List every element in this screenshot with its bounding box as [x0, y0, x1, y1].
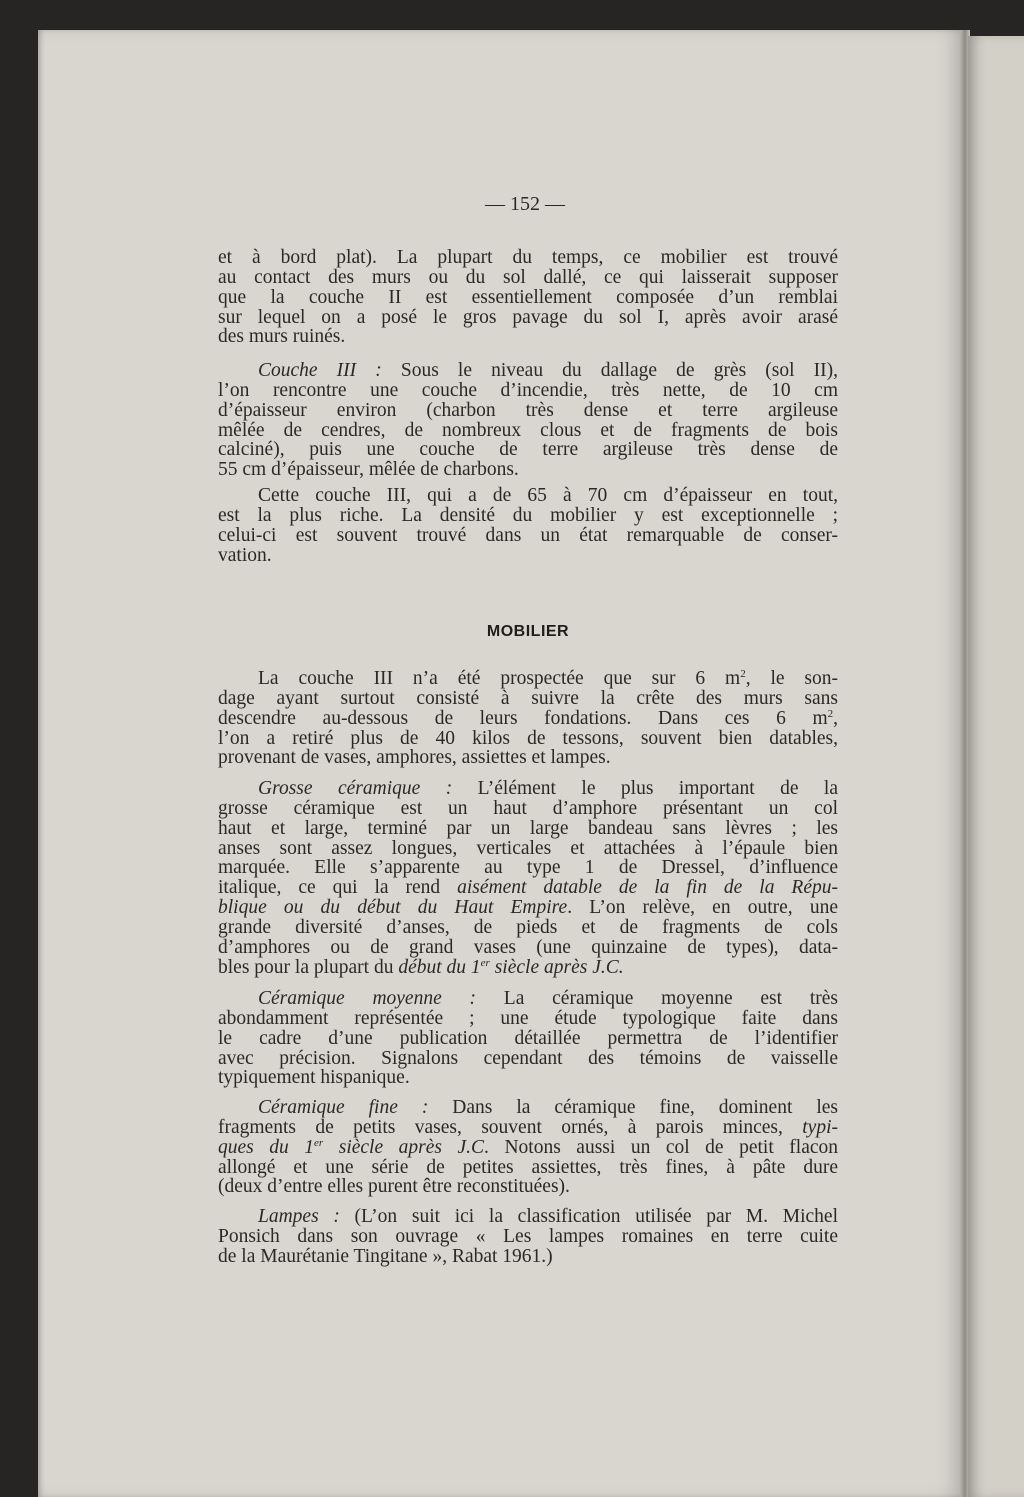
text-line [218, 1009, 838, 1029]
paragraph [218, 779, 838, 977]
text-run: fragments de petits vases, souvent ornés, à parois minces, [218, 1116, 803, 1138]
text-run: grande diversité d’anses, de pieds et de fragments de cols [218, 916, 838, 938]
text-run: avec précision. Signalons cependant des témoins de vaisselle [218, 1047, 838, 1069]
text-line [218, 1177, 838, 1197]
text-line [218, 361, 838, 381]
text-line [218, 819, 838, 839]
text-run: anses sont assez longues, verticales et attachées à l’épaule bien [218, 837, 838, 859]
text-run: Dans la céramique fine, dominent les [428, 1097, 838, 1118]
text-run: . L’on relève, en outre, une [567, 897, 838, 919]
text-line [218, 546, 838, 566]
text-line [218, 748, 838, 768]
text-run: La couche III n’a été prospectée que sur 6 m [258, 668, 741, 689]
italic-text: typi- [802, 1116, 838, 1138]
text-line [218, 248, 838, 268]
text-line [218, 506, 838, 526]
text-line [218, 989, 838, 1009]
superscript: 2 [740, 668, 746, 680]
text-line [218, 958, 838, 978]
italic-text: Céramique moyenne : [258, 988, 477, 1009]
superscript: 2 [827, 707, 834, 720]
text-line [218, 858, 838, 878]
facing-page-edge [968, 36, 1024, 1497]
paragraph [218, 1207, 838, 1267]
text-line [218, 268, 838, 288]
text-run: vation. [218, 544, 272, 566]
text-run: provenant de vases, amphores, assiettes et lampes. [218, 747, 611, 769]
text-run: Sous le niveau du dallage de grès (sol II), [381, 360, 838, 381]
text-line [218, 327, 838, 347]
text-line [218, 526, 838, 546]
superscript: er [314, 1136, 324, 1149]
text-run: (L’on suit ici la classification utilisée par M. Michel [339, 1206, 838, 1227]
text-run: des murs ruinés. [218, 326, 346, 348]
text-run: allongé et une série de petites assiettes, très fines, à pâte dure [218, 1156, 838, 1178]
text-run: Ponsich dans son ouvrage « Les lampes romaines en terre cuite [218, 1225, 838, 1247]
text-line [218, 308, 838, 328]
text-run: descendre au-dessous de leurs fondations. Dans ces 6 m [218, 707, 828, 729]
text-run: calciné), puis une couche de terre argileuse très dense de [218, 439, 838, 461]
text-line [218, 938, 838, 958]
text-line [218, 918, 838, 938]
text-run: (deux d’entre elles purent être reconstituées). [218, 1176, 570, 1198]
text-line [218, 288, 838, 308]
text-run: celui-ci est souvent trouvé dans un état remarquable de conser- [218, 524, 838, 546]
text-run: typiquement hispanique. [218, 1067, 410, 1089]
text-line [218, 689, 838, 709]
text-run: italique, ce qui la rend [218, 877, 458, 899]
text-line [218, 421, 838, 441]
text-run: mêlée de cendres, de nombreux clous et de fragments de bois [218, 419, 838, 441]
text-line [218, 1029, 838, 1049]
paragraph [218, 361, 838, 480]
text-run: et à bord plat). La plupart du temps, ce mobilier est trouvé [218, 247, 838, 268]
italic-text: Grosse céramique : [258, 778, 453, 799]
text-line [218, 1207, 838, 1227]
text-run: , le son- [745, 668, 838, 689]
paragraph [218, 669, 838, 768]
text-line [218, 878, 838, 898]
text-run: . Notons aussi un col de petit flacon [484, 1136, 839, 1158]
paragraph [218, 248, 838, 347]
text-run: 55 cm d’épaisseur, mêlée de charbons. [218, 459, 519, 481]
text-run: Cette couche III, qui a de 65 à 70 cm d’épaisseur en tout, [258, 485, 838, 506]
text-run: l’on rencontre une couche d’incendie, très nette, de 10 cm [218, 379, 838, 401]
text-run: est la plus riche. La densité du mobilier y est exceptionnelle ; [218, 504, 838, 526]
italic-text: Lampes : [258, 1206, 340, 1227]
text-line [218, 729, 838, 749]
text-line [218, 1049, 838, 1069]
text-run: d’épaisseur environ (charbon très dense et terre argileuse [218, 399, 838, 421]
text-run: le cadre d’une publication détaillée permettra de l’identifier [218, 1027, 838, 1049]
text-line [218, 381, 838, 401]
text-line [218, 898, 838, 918]
text-line [218, 1118, 838, 1138]
text-run: dage ayant surtout consisté à suivre la crête des murs sans [218, 687, 838, 709]
italic-text: siècle après J.C. [489, 956, 624, 978]
text-run: au contact des murs ou du sol dallé, ce qui laisserait supposer [218, 266, 838, 288]
text-line [218, 1227, 838, 1247]
text-run: sur lequel on a posé le gros pavage du sol I, après avoir arasé [218, 306, 838, 328]
text-run: marquée. Elle s’apparente au type 1 de Dressel, d’influence [218, 857, 838, 879]
text-run: que la couche II est essentiellement composée d’un remblai [218, 286, 838, 308]
text-line [218, 839, 838, 859]
italic-text: Céramique fine : [258, 1097, 429, 1118]
text-line [218, 1138, 838, 1158]
text-run: bles pour la plupart du [218, 956, 399, 978]
text-line [218, 709, 838, 729]
italic-text: début du 1 [398, 956, 481, 978]
section-heading: MOBILIER [486, 623, 570, 640]
text-run: , [833, 707, 838, 729]
italic-text: Couche III : [258, 360, 382, 381]
text-line [218, 1098, 838, 1118]
text-run: La céramique moyenne est très [476, 988, 838, 1009]
italic-text: aisément datable de la fin de la Répu- [457, 877, 838, 899]
italic-text: ques du 1 [218, 1136, 315, 1158]
text-run: l’on a retiré plus de 40 kilos de tessons, souvent bien datables, [218, 727, 838, 749]
text-line [218, 486, 838, 506]
text-line [218, 779, 838, 799]
text-line [218, 669, 838, 689]
superscript: er [480, 956, 490, 969]
text-line [218, 1068, 838, 1088]
paragraph [218, 989, 838, 1088]
text-line [218, 440, 838, 460]
paragraph [218, 486, 838, 565]
italic-text: blique ou du début du Haut Empire [218, 897, 568, 919]
page-number: — 152 — [485, 193, 565, 215]
text-run: abondamment représentée ; une étude typologique faite dans [218, 1007, 838, 1029]
text-run: grosse céramique est un haut d’amphore présentant un col [218, 797, 838, 819]
text-run: d’amphores ou de grand vases (une quinzaine de types), data- [218, 936, 838, 958]
text-run: haut et large, terminé par un large bandeau sans lèvres ; les [218, 817, 838, 839]
text-line [218, 799, 838, 819]
italic-text: siècle après J.C [323, 1136, 485, 1158]
text-line [218, 401, 838, 421]
text-run: de la Maurétanie Tingitane », Rabat 1961.) [218, 1245, 553, 1267]
paragraph [218, 1098, 838, 1197]
text-line [218, 1158, 838, 1178]
text-run: L’élément le plus important de la [452, 778, 839, 799]
text-line [218, 460, 838, 480]
text-line [218, 1247, 838, 1267]
